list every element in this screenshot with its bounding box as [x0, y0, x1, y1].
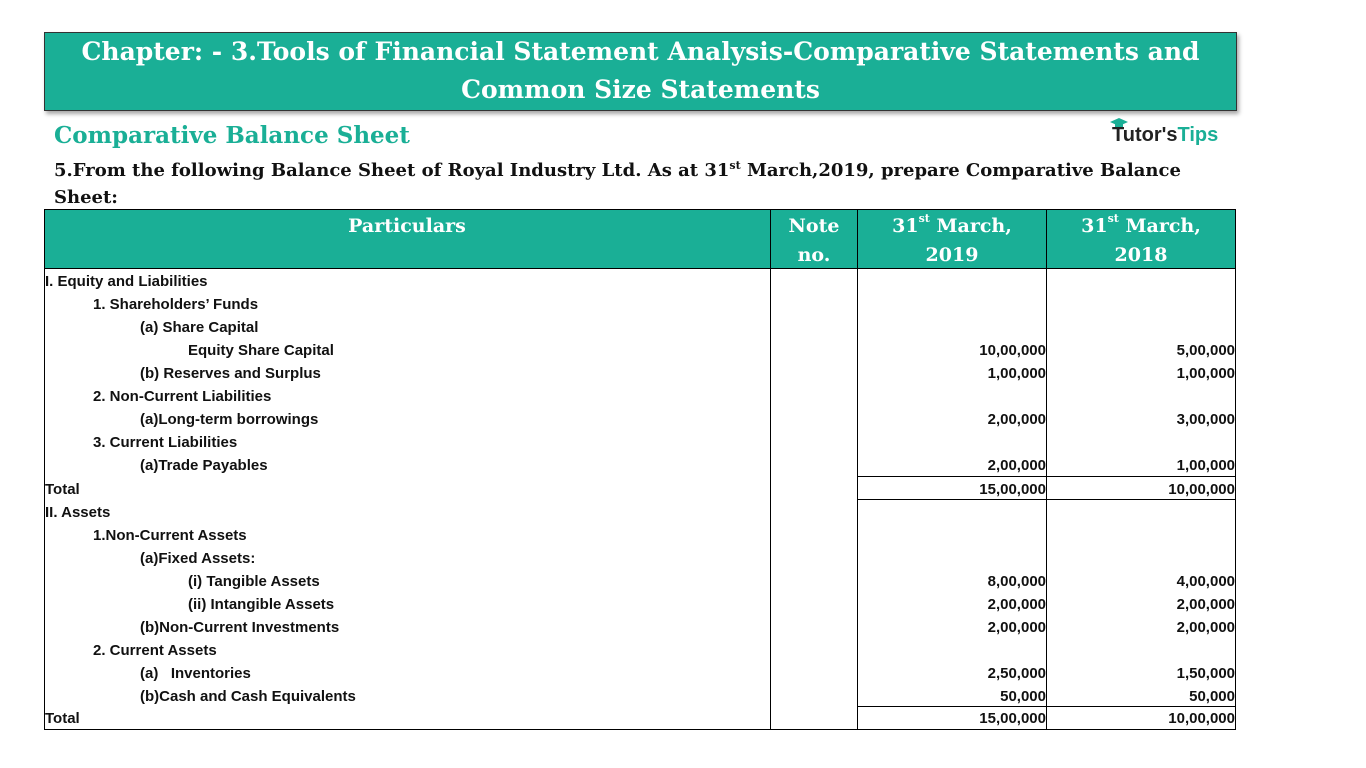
grid-top-border: [44, 209, 1236, 210]
chapter-banner: [44, 32, 1237, 111]
table-row-label: 2. Non-Current Liabilities: [93, 388, 272, 405]
header-note: [771, 212, 857, 270]
table-cell-2018: 3,00,000: [1176, 411, 1235, 428]
table-row-label: Total: [45, 710, 80, 727]
table-row-label: (b)Non-Current Investments: [140, 619, 340, 636]
header-2019: [858, 212, 1046, 270]
table-row-label: (b) Reserves and Surplus: [140, 365, 321, 382]
header-particulars: Particulars: [348, 215, 466, 237]
table-row-label: (a)Fixed Assets:: [140, 550, 256, 567]
table-row-label: Total: [45, 481, 80, 498]
header-2018-day: 31: [1081, 215, 1108, 237]
table-cell-2019: 15,00,000: [979, 481, 1046, 498]
question-post: March,2019, prepare Comparative Balance: [740, 160, 1181, 181]
table-cell-2019: 10,00,000: [979, 342, 1046, 359]
table-cell-2019: 15,00,000: [979, 710, 1046, 727]
question-text: [54, 152, 1234, 211]
table-row-label: Equity Share Capital: [188, 342, 334, 359]
table-cell-2019: 1,00,000: [987, 365, 1046, 382]
header-2019-day: 31: [892, 215, 919, 237]
table-cell-2018: 4,00,000: [1176, 573, 1235, 590]
section-subtitle: Comparative Balance Sheet: [54, 122, 410, 149]
table-cell-2018: 5,00,000: [1176, 342, 1235, 359]
table-cell-2019: 2,00,000: [987, 411, 1046, 428]
table-row-label: 1.Non-Current Assets: [93, 527, 247, 544]
table-row-label: (a) Inventories: [140, 665, 251, 682]
table-row-label: (a)Trade Payables: [140, 457, 268, 474]
header-2019-month: March,: [929, 215, 1012, 237]
header-2019-year: 2019: [925, 244, 979, 266]
logo-text: [1112, 124, 1218, 147]
table-cell-2019: 50,000: [1000, 688, 1046, 705]
table-cell-2018: 10,00,000: [1168, 481, 1235, 498]
table-cell-2018: 1,00,000: [1176, 365, 1235, 382]
table-cell-2018: 2,00,000: [1176, 619, 1235, 636]
grid-header-bottom: [44, 268, 1236, 269]
tutors-tips-logo: [1108, 118, 1236, 152]
header-2018-sup: st: [1107, 212, 1119, 225]
table-row-label: (ii) Intangible Assets: [188, 596, 335, 613]
table-cell-2018: 1,00,000: [1176, 457, 1235, 474]
table-row-label: 1. Shareholders’ Funds: [93, 296, 259, 313]
logo-text-part1: Tutor's: [1112, 124, 1178, 146]
header-2018: [1047, 212, 1235, 270]
table-row-label: (i) Tangible Assets: [188, 573, 320, 590]
table-row-label: II. Assets: [45, 504, 111, 521]
header-note-line1: Note: [788, 215, 840, 237]
header-2018-month: March,: [1118, 215, 1201, 237]
table-row-label: I. Equity and Liabilities: [45, 273, 208, 290]
table-cell-2018: 10,00,000: [1168, 710, 1235, 727]
table-row-label: (a)Long-term borrowings: [140, 411, 319, 428]
table-row-label: 2. Current Assets: [93, 642, 217, 659]
table-row-label: (b)Cash and Cash Equivalents: [140, 688, 356, 705]
table-cell-2018: 50,000: [1189, 688, 1235, 705]
table-cell-2019: 2,00,000: [987, 619, 1046, 636]
table-cell-2018: 1,50,000: [1176, 665, 1235, 682]
table-cell-2018: 2,00,000: [1176, 596, 1235, 613]
question-pre: 5.From the following Balance Sheet of Royal Industry Ltd. As at 31: [54, 160, 730, 181]
table-cell-2019: 2,00,000: [987, 596, 1046, 613]
grid-right-border: [1235, 209, 1236, 730]
header-2018-year: 2018: [1114, 244, 1168, 266]
grid-col-sep-2: [857, 209, 858, 730]
table-cell-2019: 8,00,000: [987, 573, 1046, 590]
logo-text-part2: Tips: [1177, 124, 1219, 146]
header-2019-sup: st: [918, 212, 930, 225]
header-note-line2: no.: [797, 244, 831, 266]
grid-col-sep-1: [770, 209, 771, 730]
table-row-label: 3. Current Liabilities: [93, 434, 238, 451]
table-row-label: (a) Share Capital: [140, 319, 259, 336]
question-line2: Sheet:: [54, 187, 118, 208]
table-cell-2019: 2,50,000: [987, 665, 1046, 682]
table-cell-2019: 2,00,000: [987, 457, 1046, 474]
question-sup: st: [729, 159, 741, 172]
chapter-title-line2: Common Size Statements: [461, 75, 820, 104]
grid-col-sep-3: [1046, 209, 1047, 730]
chapter-title-line1: Chapter: - 3.Tools of Financial Statement Analysis-Comparative Statements and: [81, 37, 1200, 66]
